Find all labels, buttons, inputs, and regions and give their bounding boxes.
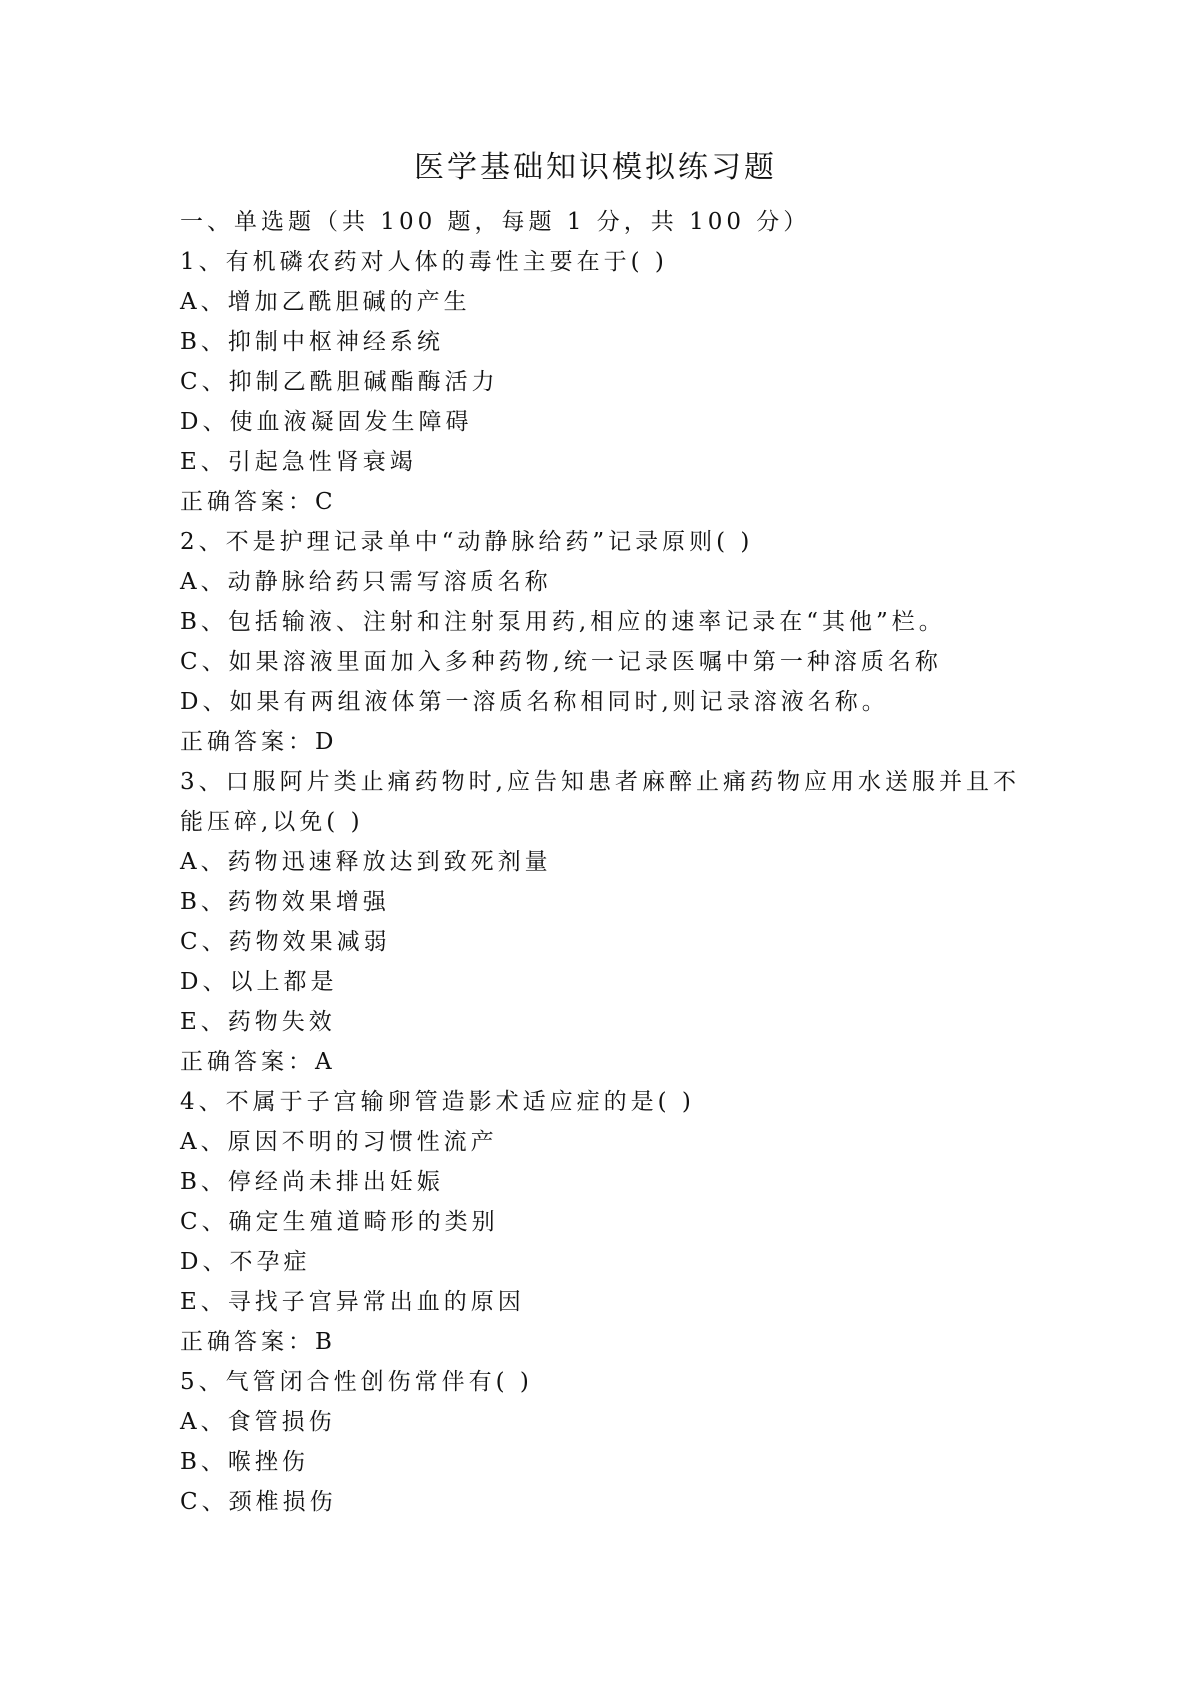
correct-answer: 正确答案：B <box>180 1329 336 1355</box>
question-option: D、不孕症 <box>180 1249 311 1275</box>
question-item <box>180 1082 1030 1362</box>
question-option: C、如果溶液里面加入多种药物,统一记录医嘱中第一种溶质名称 <box>180 649 942 675</box>
question-option: A、原因不明的习惯性流产 <box>180 1129 498 1155</box>
question-item <box>180 1362 1030 1522</box>
question-option: A、增加乙酰胆碱的产生 <box>180 289 471 315</box>
question-stem: 4、不属于子宫输卵管造影术适应症的是( ) <box>180 1089 695 1115</box>
question-option: B、包括输液、注射和注射泵用药,相应的速率记录在“其他”栏。 <box>180 609 946 635</box>
question-item <box>180 762 1030 1082</box>
question-option: B、喉挫伤 <box>180 1449 309 1475</box>
question-list <box>180 202 1030 1522</box>
question-option: C、药物效果减弱 <box>180 929 391 955</box>
question-option: B、停经尚未排出妊娠 <box>180 1169 444 1195</box>
question-option: E、寻找子宫异常出血的原因 <box>180 1289 525 1315</box>
question-option: D、使血液凝固发生障碍 <box>180 409 473 435</box>
question-option: C、抑制乙酰胆碱酯酶活力 <box>180 369 499 395</box>
question-option: E、引起急性肾衰竭 <box>180 449 417 475</box>
question-stem: 5、气管闭合性创伤常伴有( ) <box>180 1369 533 1395</box>
correct-answer: 正确答案：D <box>180 729 338 755</box>
question-option: A、药物迅速释放达到致死剂量 <box>180 849 552 875</box>
question-item <box>180 242 1030 522</box>
question-stem: 3、口服阿片类止痛药物时,应告知患者麻醉止痛药物应用水送服并且不能压碎,以免( ) <box>180 769 1020 835</box>
question-option: B、抑制中枢神经系统 <box>180 329 444 355</box>
correct-answer: 正确答案：C <box>180 489 337 515</box>
question-stem: 1、有机磷农药对人体的毒性主要在于( ) <box>180 249 668 275</box>
correct-answer: 正确答案：A <box>180 1049 336 1075</box>
question-stem: 2、不是护理记录单中“动静脉给药”记录原则( ) <box>180 529 754 555</box>
question-option: C、确定生殖道畸形的类别 <box>180 1209 499 1235</box>
section-heading: 一、单选题（共 100 题，每题 1 分，共 100 分） <box>180 209 811 235</box>
question-option: A、食管损伤 <box>180 1409 336 1435</box>
question-option: B、药物效果增强 <box>180 889 390 915</box>
question-option: D、如果有两组液体第一溶质名称相同时,则记录溶液名称。 <box>180 689 889 715</box>
question-option: E、药物失效 <box>180 1009 336 1035</box>
question-option: C、颈椎损伤 <box>180 1489 337 1515</box>
document-title: 医学基础知识模拟练习题 <box>414 150 777 185</box>
question-option: A、动静脉给药只需写溶质名称 <box>180 569 552 595</box>
question-item <box>180 522 1030 762</box>
question-option: D、以上都是 <box>180 969 338 995</box>
